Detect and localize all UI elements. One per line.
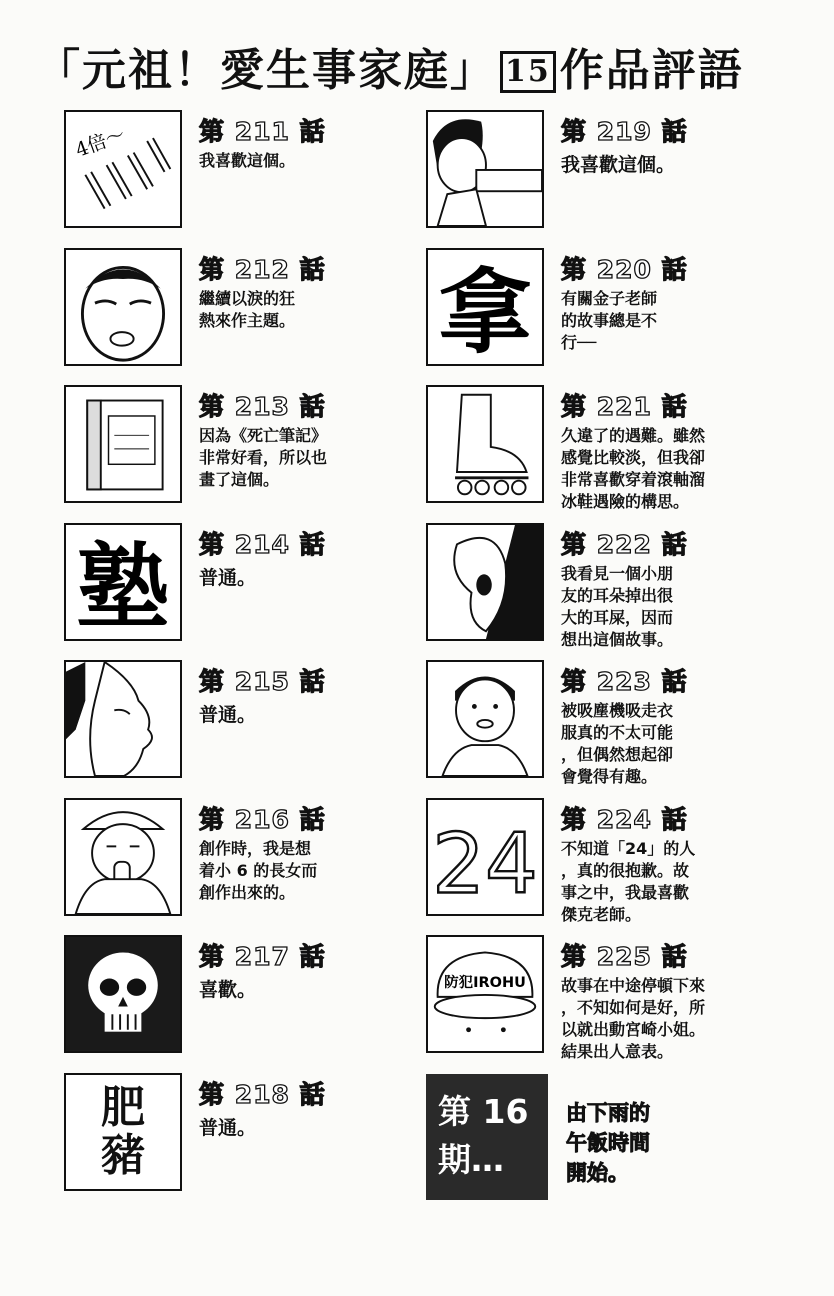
entry-218 [64,1073,444,1211]
episode-comment: 故事在中途停頓下來 ，不知如何是好，所 以就出動宮崎小姐。 結果出人意表。 [561,976,706,1061]
entry-211 [64,110,444,248]
entry-225 [426,935,806,1073]
episode-number: 第 214 話 [199,529,326,559]
entry-220 [426,248,806,386]
thumb-caption: 防犯IROHU [444,975,526,992]
thumb-notebook [64,385,182,503]
episode-comment: 我看見一個小朋 友的耳朵掉出很 大的耳屎，因而 想出這個故事。 [561,563,674,649]
thumb-ear [426,523,544,641]
episode-comment: 繼續以淚的狂 熱來作主題。 [199,288,296,330]
thumb-old-man-profile [64,660,182,778]
episode-comment: 普通。 [199,704,257,726]
episode-number: 第 215 話 [199,667,326,696]
episode-number: 第 222 話 [561,529,688,559]
volume-badge: 15 [500,51,556,93]
next-volume-text: 由下雨的 午飯時間 開始。 [566,1101,650,1185]
entry-221 [426,385,806,523]
episode-number: 第 223 話 [561,667,688,696]
episode-comment: 因為《死亡筆記》 非常好看，所以也 畫了這個。 [199,426,328,489]
episode-number: 第 224 話 [561,804,688,834]
entry-219 [426,110,806,248]
episode-number: 第 211 話 [199,117,326,146]
thumb-skull [64,935,182,1053]
thumb-cigarettes [64,110,182,228]
thumb-fat-pig-text [64,1073,182,1191]
entry-216 [64,798,444,936]
episode-number: 第 216 話 [199,804,326,834]
thumb-glyph-kin [426,248,544,366]
svg-text:拿: 拿 [438,257,532,364]
thumb-caption: 肥 豬 [101,1081,145,1181]
episode-comment: 普通。 [199,566,257,589]
entry-215 [64,660,444,798]
episode-comment: 久違了的遇難。雖然 感覺比較淡，但我卻 非常喜歡穿着滾軸溜 冰鞋遇險的構思。 [561,426,706,511]
thumb-roller-skate [426,385,544,503]
episode-comment: 創作時，我是想 着小 6 的長女而 創作出來的。 [199,838,318,902]
thumb-boy-punched [426,110,544,228]
next-volume-box: 第 16 期… [426,1074,548,1200]
entry-217 [64,935,444,1073]
left-column [64,110,444,1210]
page-title [36,34,806,94]
thumb-caption: 4倍～ [72,122,129,162]
episode-comment: 不知道「24」的人 ，真的很抱歉。故 事之中，我最喜歡 傑克老師。 [561,838,696,924]
episode-number: 第 220 話 [561,254,688,284]
entry-224 [426,798,806,936]
entry-212 [64,248,444,386]
title-suffix: 作品評語 [559,45,744,96]
episode-number: 第 218 話 [199,1079,326,1109]
right-column [426,110,806,1073]
thumb-man-cap [64,798,182,916]
entry-214 [64,523,444,661]
title-prefix: 「元祖！愛生事家庭」 [36,45,496,96]
episode-number: 第 219 話 [561,117,688,146]
episode-number: 第 212 話 [199,254,326,284]
episode-number: 第 213 話 [199,392,326,421]
thumb-cap-man [426,935,544,1053]
thumb-caption: 24 [432,815,538,913]
entry-223 [426,660,806,798]
thumb-smiling-man [426,660,544,778]
episode-comment: 我喜歡這個。 [561,154,676,176]
thumb-crying-face [64,248,182,366]
episode-comment: 我喜歡這個。 [199,151,296,170]
entry-213 [64,385,444,523]
thumb-24 [426,798,544,916]
svg-text:塾: 塾 [76,532,170,639]
episode-comment: 被吸塵機吸走衣 服真的不太可能 ，但偶然想起卻 會覺得有趣。 [561,701,674,786]
episode-number: 第 225 話 [561,942,688,971]
episode-comment: 喜歡。 [199,979,257,1001]
episode-comment: 普通。 [199,1116,257,1139]
episode-number: 第 221 話 [561,392,688,421]
episode-number: 第 217 話 [199,942,326,971]
episode-comment: 有關金子老師 的故事總是不 行── [561,288,658,352]
entry-222 [426,523,806,661]
thumb-glyph-juku [64,523,182,641]
